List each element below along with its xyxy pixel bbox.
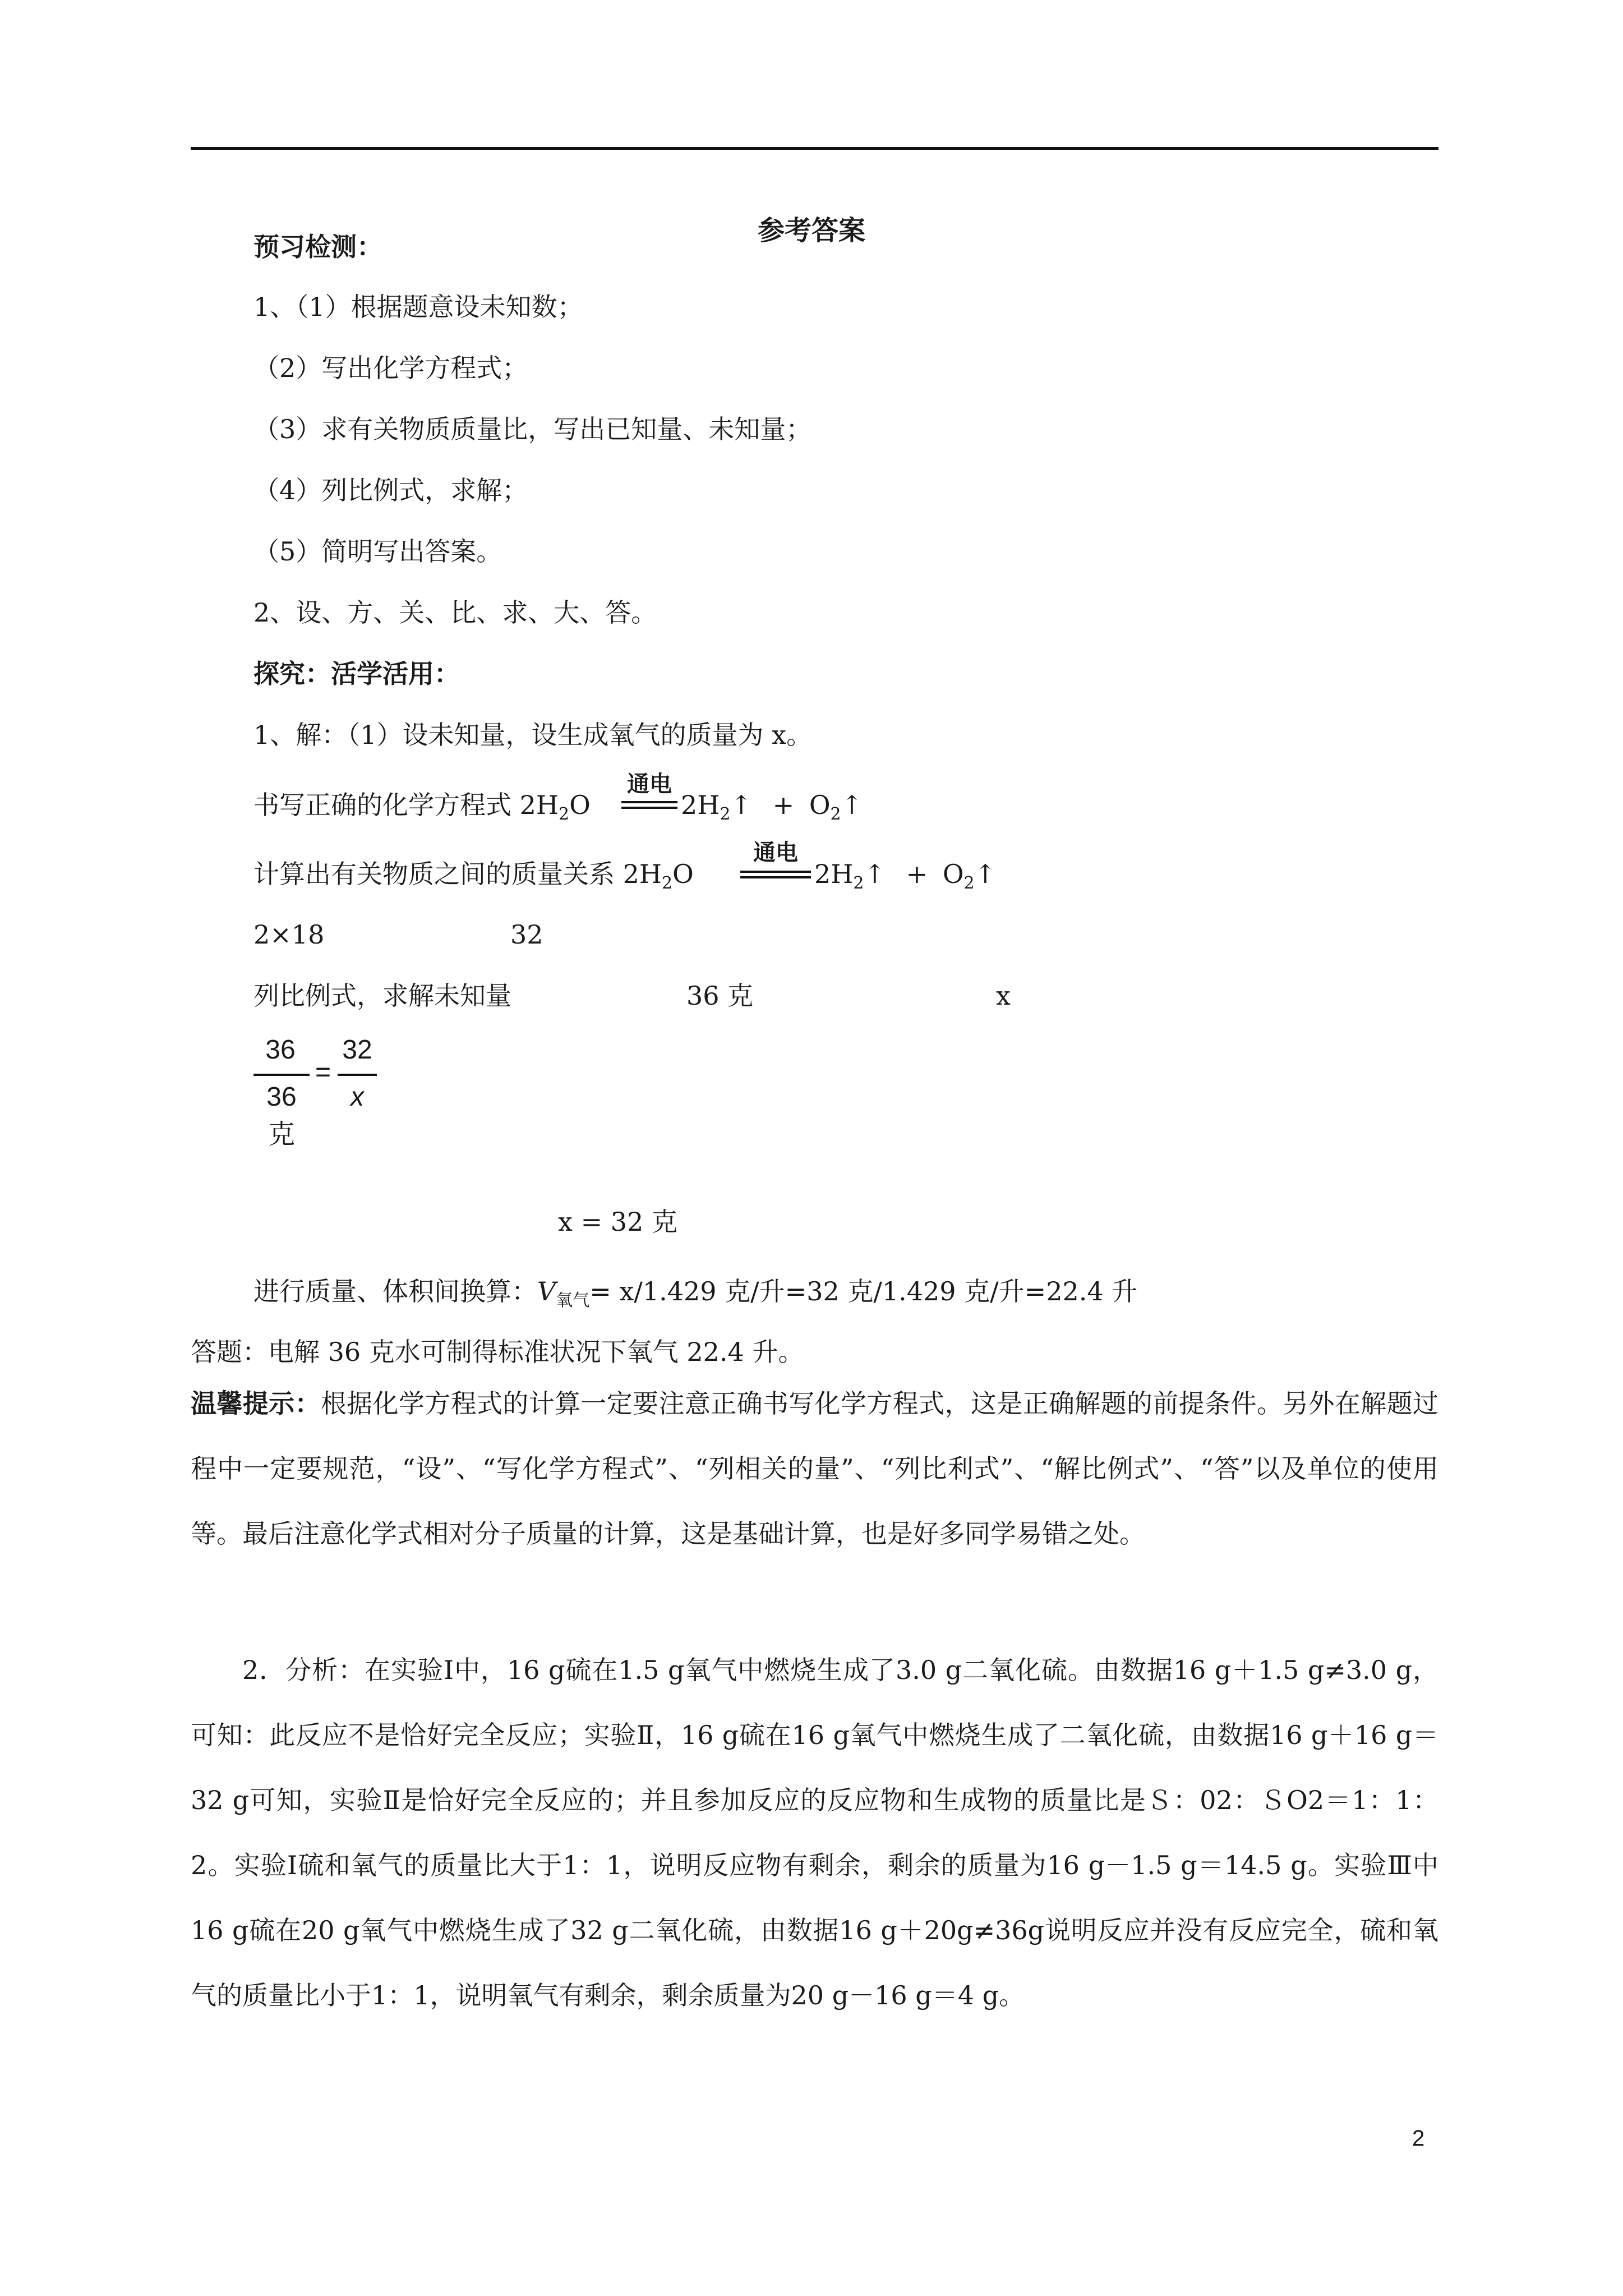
- double-line-2: [740, 871, 811, 878]
- preview-item-2: （2）写出化学方程式；: [253, 353, 528, 383]
- section-heading-preview: 预习检测：: [253, 232, 382, 262]
- conversion-rest: = x/1.429 克/升=32 克/1.429 克/升=22.4 升: [589, 1276, 1138, 1306]
- gas-arrow-icon: ↑: [864, 859, 886, 889]
- preview-item-5: （5）简明写出答案。: [253, 536, 502, 567]
- preview-item-4: （4）列比例式，求解；: [253, 475, 528, 505]
- gas-arrow-icon: ↑: [974, 859, 997, 889]
- proportion-fraction: [253, 1032, 382, 1149]
- product-oxygen-sub: 2: [830, 804, 841, 824]
- lhs-subscript: 2: [559, 804, 570, 824]
- preview-item-1: 1、（1）根据题意设未知数；: [253, 292, 583, 322]
- product-hydrogen-sub: 2: [853, 873, 864, 893]
- product-oxygen: O: [809, 790, 831, 820]
- lhs-oxygen: O: [672, 859, 694, 889]
- gas-arrow-icon: ↑: [730, 790, 753, 820]
- page-title: 参考答案: [757, 215, 865, 246]
- tip-text: 根据化学方程式的计算一定要注意正确书写化学方程式，这是正确解题的前提条件。另外在解题过程中一定要规范，“设”、“写化学方程式”、“列相关的量”、“列比利式”、“解比例式”、“答”以及单位的使用等。最后注意化学式相对分子质量的计算，这是基础计算，也是好多同学易错之处。: [191, 1388, 1439, 1549]
- solution-step-1: 1、解：（1）设未知量，设生成氧气的质量为 x。: [253, 720, 813, 750]
- reaction-condition-2: 通电: [753, 840, 798, 866]
- conversion-line: [253, 1274, 1137, 1318]
- answer-line: 答题：电解 36 克水可制得标准状况下氧气 22.4 升。: [191, 1337, 804, 1367]
- fraction-denominator-2: x: [351, 1082, 364, 1112]
- product-hydrogen: 2H: [681, 790, 720, 820]
- fraction-numerator-2: 32: [342, 1035, 372, 1065]
- chemical-equation-line-2: [253, 857, 694, 900]
- equation-products-1: [681, 788, 863, 831]
- equation-products-2: [814, 857, 996, 900]
- double-line-1: [621, 801, 677, 809]
- analysis-paragraph: [191, 1637, 1438, 2028]
- mass-left: 2×18: [253, 919, 325, 950]
- analysis-text: 2．分析：在实验Ⅰ中，16 g硫在1.5 g氧气中燃烧生成了3.0 g二氧化硫。由数据16 g＋1.5 g≠3.0 g，可知：此反应不是恰好完全反应；实验Ⅱ，16 g硫在16 g氧气中燃烧生成了二氧化硫，由数据16 g＋16 g＝32 g可知，实验Ⅱ是恰好完全反应的；并且参加反应的反应物和生成物的质量比是Ｓ：02：ＳO2＝1：1：2。实验Ⅰ硫和氧气的质量比大于1：1，说明反应物有剩余，剩余的质量为16 g－1.5 g＝14.5 g。实验Ⅲ中16 g硫在20 g氧气中燃烧生成了32 g二氧化硫，由数据16 g＋20g≠36g说明反应并没有反应完全，硫和氧气的质量比小于1：1，说明氧气有剩余，剩余质量为20 g－16 g＝4 g。: [191, 1655, 1439, 2010]
- plus-sign: +: [906, 859, 928, 889]
- preview-item-3: （3）求有关物质质量比，写出已知量、未知量；: [253, 414, 812, 444]
- lhs-oxygen: O: [569, 790, 591, 820]
- product-oxygen: O: [942, 859, 964, 889]
- header-rule: [191, 147, 1438, 150]
- reaction-arrow-1: [621, 773, 677, 818]
- tip-label: 温馨提示：: [191, 1388, 321, 1419]
- reaction-arrow-2: [740, 841, 811, 886]
- lhs-subscript: 2: [662, 873, 673, 893]
- tip-paragraph: [191, 1371, 1438, 1566]
- product-hydrogen-sub: 2: [720, 804, 731, 824]
- page-number: 2: [1412, 2126, 1425, 2151]
- reaction-condition-1: 通电: [627, 771, 672, 797]
- conversion-prefix: 进行质量、体积间换算：: [253, 1276, 537, 1306]
- fraction-bar-2: [338, 1074, 377, 1076]
- proportion-known: 36 克: [686, 981, 754, 1011]
- product-hydrogen: 2H: [814, 859, 854, 889]
- equation-label-2: 计算出有关物质之间的质量关系 2H: [253, 859, 662, 889]
- fraction-bar-1: [253, 1074, 310, 1076]
- fraction-numerator-1: 36: [265, 1035, 296, 1065]
- volume-variable: V: [537, 1276, 556, 1306]
- mass-right: 32: [510, 919, 543, 950]
- fraction-denominator-1: 36克: [266, 1082, 297, 1149]
- result-line: x = 32 克: [558, 1207, 677, 1237]
- fraction-equals: =: [315, 1057, 331, 1087]
- plus-sign: +: [772, 790, 795, 820]
- proportion-unknown: x: [996, 981, 1011, 1011]
- chemical-equation-line-1: [253, 788, 591, 831]
- preview-item-6: 2、设、方、关、比、求、大、答。: [253, 597, 657, 628]
- equation-label-1: 书写正确的化学方程式 2H: [253, 790, 559, 820]
- proportion-label: 列比例式，求解未知量: [253, 981, 511, 1011]
- volume-subscript: 氧气: [556, 1291, 590, 1310]
- section-heading-explore: 探究：活学活用：: [253, 659, 460, 689]
- product-oxygen-sub: 2: [963, 873, 975, 893]
- gas-arrow-icon: ↑: [841, 790, 863, 820]
